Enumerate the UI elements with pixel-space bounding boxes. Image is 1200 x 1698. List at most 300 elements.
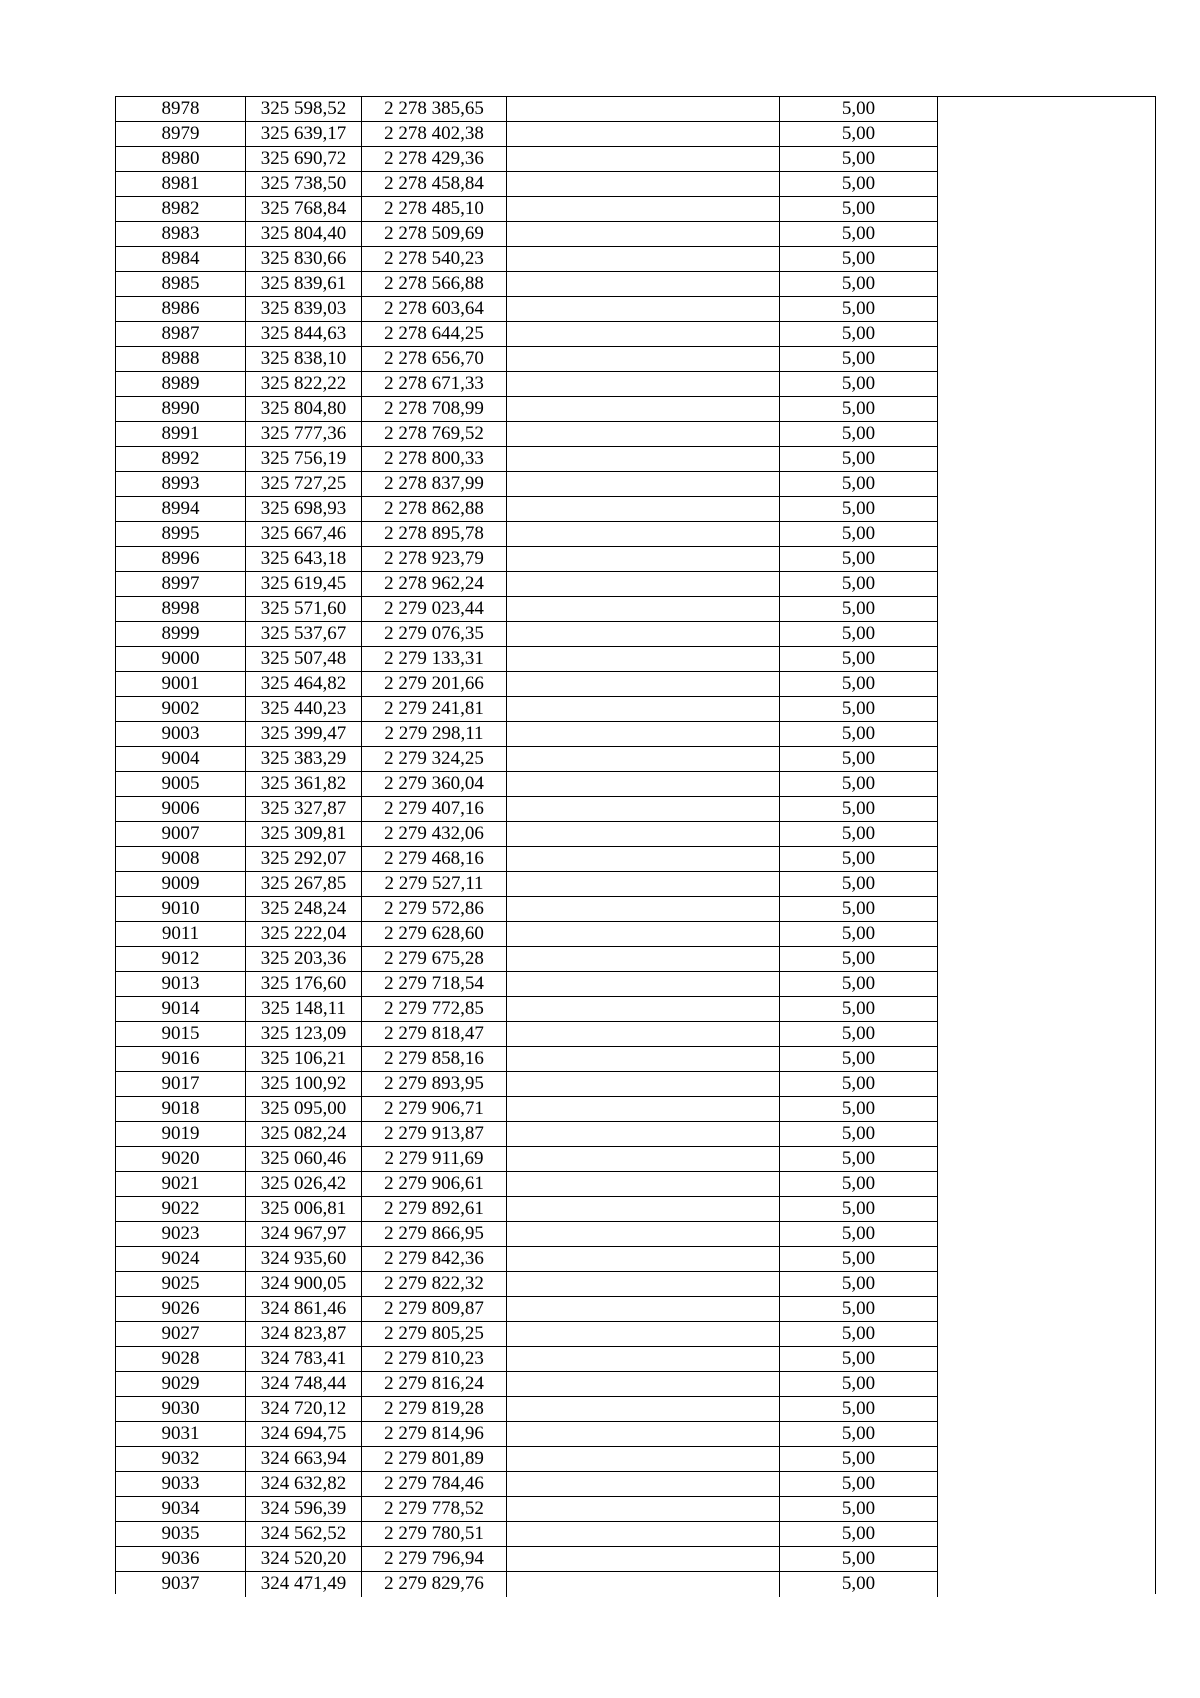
y-coordinate-cell: 2 279 814,96 [362,1422,507,1447]
point-number-cell: 9029 [116,1372,246,1397]
y-coordinate-cell: 2 278 923,79 [362,547,507,572]
note-cell [938,1547,1155,1572]
description-cell [507,697,780,722]
x-coordinate-cell: 325 148,11 [246,997,362,1022]
point-number-cell: 8992 [116,447,246,472]
x-coordinate-cell: 325 598,52 [246,97,362,122]
x-coordinate-cell: 325 464,82 [246,672,362,697]
y-coordinate-cell: 2 278 837,99 [362,472,507,497]
note-cell [938,647,1155,672]
description-cell [507,972,780,997]
table-row [116,1172,1155,1197]
note-cell [938,372,1155,397]
y-coordinate-cell: 2 279 675,28 [362,947,507,972]
accuracy-cell: 5,00 [780,672,938,697]
note-cell [938,1397,1155,1422]
y-coordinate-cell: 2 278 708,99 [362,397,507,422]
x-coordinate-cell: 324 520,20 [246,1547,362,1572]
accuracy-cell: 5,00 [780,372,938,397]
accuracy-cell: 5,00 [780,97,938,122]
point-number-cell: 8994 [116,497,246,522]
note-cell [938,1447,1155,1472]
x-coordinate-cell: 324 967,97 [246,1222,362,1247]
point-number-cell: 9007 [116,822,246,847]
note-cell [938,1272,1155,1297]
table-body [116,97,1155,1597]
description-cell [507,772,780,797]
note-cell [938,322,1155,347]
x-coordinate-cell: 325 727,25 [246,472,362,497]
note-cell [938,547,1155,572]
table-row [116,922,1155,947]
accuracy-cell: 5,00 [780,1372,938,1397]
description-cell [507,747,780,772]
note-cell [938,1097,1155,1122]
point-number-cell: 9022 [116,1197,246,1222]
point-number-cell: 8995 [116,522,246,547]
table-row [116,1372,1155,1397]
description-cell [507,1272,780,1297]
y-coordinate-cell: 2 279 810,23 [362,1347,507,1372]
point-number-cell: 8979 [116,122,246,147]
note-cell [938,947,1155,972]
accuracy-cell: 5,00 [780,1172,938,1197]
note-cell [938,922,1155,947]
y-coordinate-cell: 2 278 458,84 [362,172,507,197]
table-row [116,1322,1155,1347]
point-number-cell: 9025 [116,1272,246,1297]
y-coordinate-cell: 2 278 603,64 [362,297,507,322]
point-number-cell: 8989 [116,372,246,397]
table-row [116,997,1155,1022]
table-row [116,572,1155,597]
y-coordinate-cell: 2 279 913,87 [362,1122,507,1147]
table-row [116,672,1155,697]
accuracy-cell: 5,00 [780,1047,938,1072]
point-number-cell: 9003 [116,722,246,747]
table-row [116,472,1155,497]
x-coordinate-cell: 324 663,94 [246,1447,362,1472]
description-cell [507,1547,780,1572]
description-cell [507,272,780,297]
point-number-cell: 8987 [116,322,246,347]
x-coordinate-cell: 325 309,81 [246,822,362,847]
description-cell [507,572,780,597]
description-cell [507,672,780,697]
table-row [116,272,1155,297]
table-row [116,647,1155,672]
point-number-cell: 9018 [116,1097,246,1122]
note-cell [938,772,1155,797]
note-cell [938,172,1155,197]
accuracy-cell: 5,00 [780,1497,938,1522]
note-cell [938,1497,1155,1522]
table-row [116,597,1155,622]
x-coordinate-cell: 325 060,46 [246,1147,362,1172]
x-coordinate-cell: 325 082,24 [246,1122,362,1147]
description-cell [507,1072,780,1097]
x-coordinate-cell: 325 844,63 [246,322,362,347]
note-cell [938,1147,1155,1172]
y-coordinate-cell: 2 278 800,33 [362,447,507,472]
point-number-cell: 9026 [116,1297,246,1322]
point-number-cell: 9005 [116,772,246,797]
coordinates-table [115,96,1156,1594]
description-cell [507,422,780,447]
note-cell [938,797,1155,822]
x-coordinate-cell: 325 383,29 [246,747,362,772]
accuracy-cell: 5,00 [780,747,938,772]
note-cell [938,972,1155,997]
note-cell [938,1222,1155,1247]
accuracy-cell: 5,00 [780,872,938,897]
table-row [116,397,1155,422]
x-coordinate-cell: 325 267,85 [246,872,362,897]
description-cell [507,1422,780,1447]
point-number-cell: 9011 [116,922,246,947]
point-number-cell: 8980 [116,147,246,172]
note-cell [938,572,1155,597]
accuracy-cell: 5,00 [780,172,938,197]
table-row [116,747,1155,772]
table-row [116,1047,1155,1072]
table-row [116,772,1155,797]
table-row [116,1072,1155,1097]
accuracy-cell: 5,00 [780,1422,938,1447]
accuracy-cell: 5,00 [780,497,938,522]
x-coordinate-cell: 324 720,12 [246,1397,362,1422]
y-coordinate-cell: 2 279 911,69 [362,1147,507,1172]
accuracy-cell: 5,00 [780,222,938,247]
x-coordinate-cell: 324 823,87 [246,1322,362,1347]
description-cell [507,1322,780,1347]
table-row [116,1497,1155,1522]
note-cell [938,247,1155,272]
point-number-cell: 9015 [116,1022,246,1047]
point-number-cell: 9027 [116,1322,246,1347]
description-cell [507,797,780,822]
table-row [116,1297,1155,1322]
y-coordinate-cell: 2 279 360,04 [362,772,507,797]
y-coordinate-cell: 2 279 023,44 [362,597,507,622]
accuracy-cell: 5,00 [780,1397,938,1422]
x-coordinate-cell: 325 507,48 [246,647,362,672]
accuracy-cell: 5,00 [780,297,938,322]
y-coordinate-cell: 2 278 656,70 [362,347,507,372]
point-number-cell: 8986 [116,297,246,322]
note-cell [938,397,1155,422]
table-row [116,1247,1155,1272]
table-row [116,822,1155,847]
y-coordinate-cell: 2 279 572,86 [362,897,507,922]
description-cell [507,847,780,872]
description-cell [507,822,780,847]
table-row [116,697,1155,722]
accuracy-cell: 5,00 [780,1222,938,1247]
y-coordinate-cell: 2 279 133,31 [362,647,507,672]
y-coordinate-cell: 2 278 962,24 [362,572,507,597]
accuracy-cell: 5,00 [780,572,938,597]
point-number-cell: 8978 [116,97,246,122]
accuracy-cell: 5,00 [780,1447,938,1472]
accuracy-cell: 5,00 [780,322,938,347]
x-coordinate-cell: 325 838,10 [246,347,362,372]
point-number-cell: 8996 [116,547,246,572]
accuracy-cell: 5,00 [780,247,938,272]
table-row [116,622,1155,647]
description-cell [507,1197,780,1222]
table-row [116,797,1155,822]
point-number-cell: 9036 [116,1547,246,1572]
note-cell [938,272,1155,297]
x-coordinate-cell: 325 698,93 [246,497,362,522]
x-coordinate-cell: 325 106,21 [246,1047,362,1072]
x-coordinate-cell: 325 095,00 [246,1097,362,1122]
x-coordinate-cell: 325 222,04 [246,922,362,947]
description-cell [507,1172,780,1197]
accuracy-cell: 5,00 [780,472,938,497]
accuracy-cell: 5,00 [780,1072,938,1097]
x-coordinate-cell: 325 667,46 [246,522,362,547]
note-cell [938,722,1155,747]
y-coordinate-cell: 2 279 784,46 [362,1472,507,1497]
table-row [116,1522,1155,1547]
description-cell [507,247,780,272]
point-number-cell: 8999 [116,622,246,647]
x-coordinate-cell: 325 822,22 [246,372,362,397]
description-cell [507,1497,780,1522]
point-number-cell: 9030 [116,1397,246,1422]
accuracy-cell: 5,00 [780,972,938,997]
note-cell [938,297,1155,322]
accuracy-cell: 5,00 [780,1522,938,1547]
accuracy-cell: 5,00 [780,272,938,297]
x-coordinate-cell: 325 639,17 [246,122,362,147]
x-coordinate-cell: 324 783,41 [246,1347,362,1372]
accuracy-cell: 5,00 [780,722,938,747]
accuracy-cell: 5,00 [780,1022,938,1047]
table-row [116,297,1155,322]
table-row [116,372,1155,397]
y-coordinate-cell: 2 279 822,32 [362,1272,507,1297]
accuracy-cell: 5,00 [780,147,938,172]
accuracy-cell: 5,00 [780,647,938,672]
y-coordinate-cell: 2 278 644,25 [362,322,507,347]
x-coordinate-cell: 324 562,52 [246,1522,362,1547]
y-coordinate-cell: 2 279 801,89 [362,1447,507,1472]
note-cell [938,672,1155,697]
y-coordinate-cell: 2 279 772,85 [362,997,507,1022]
point-number-cell: 9012 [116,947,246,972]
table-row [116,872,1155,897]
table-row [116,172,1155,197]
point-number-cell: 9019 [116,1122,246,1147]
accuracy-cell: 5,00 [780,1147,938,1172]
note-cell [938,1347,1155,1372]
table-row [116,422,1155,447]
accuracy-cell: 5,00 [780,622,938,647]
note-cell [938,1297,1155,1322]
description-cell [507,722,780,747]
accuracy-cell: 5,00 [780,847,938,872]
note-cell [938,1022,1155,1047]
table-row [116,1122,1155,1147]
description-cell [507,1222,780,1247]
y-coordinate-cell: 2 278 769,52 [362,422,507,447]
description-cell [507,1372,780,1397]
description-cell [507,322,780,347]
table-row [116,1347,1155,1372]
note-cell [938,747,1155,772]
note-cell [938,97,1155,122]
point-number-cell: 9033 [116,1472,246,1497]
x-coordinate-cell: 325 804,80 [246,397,362,422]
y-coordinate-cell: 2 279 468,16 [362,847,507,872]
x-coordinate-cell: 325 440,23 [246,697,362,722]
description-cell [507,1447,780,1472]
y-coordinate-cell: 2 279 842,36 [362,1247,507,1272]
point-number-cell: 9020 [116,1147,246,1172]
note-cell [938,1072,1155,1097]
accuracy-cell: 5,00 [780,1247,938,1272]
accuracy-cell: 5,00 [780,947,938,972]
x-coordinate-cell: 325 571,60 [246,597,362,622]
note-cell [938,997,1155,1022]
y-coordinate-cell: 2 279 298,11 [362,722,507,747]
note-cell [938,1472,1155,1497]
description-cell [507,872,780,897]
accuracy-cell: 5,00 [780,1122,938,1147]
y-coordinate-cell: 2 279 628,60 [362,922,507,947]
description-cell [507,147,780,172]
point-number-cell: 9021 [116,1172,246,1197]
x-coordinate-cell: 324 900,05 [246,1272,362,1297]
description-cell [507,1297,780,1322]
y-coordinate-cell: 2 278 671,33 [362,372,507,397]
note-cell [938,122,1155,147]
x-coordinate-cell: 325 619,45 [246,572,362,597]
y-coordinate-cell: 2 279 819,28 [362,1397,507,1422]
y-coordinate-cell: 2 278 429,36 [362,147,507,172]
point-number-cell: 8982 [116,197,246,222]
x-coordinate-cell: 325 176,60 [246,972,362,997]
y-coordinate-cell: 2 278 566,88 [362,272,507,297]
description-cell [507,1347,780,1372]
point-number-cell: 9023 [116,1222,246,1247]
description-cell [507,297,780,322]
x-coordinate-cell: 325 327,87 [246,797,362,822]
x-coordinate-cell: 324 596,39 [246,1497,362,1522]
description-cell [507,1097,780,1122]
point-number-cell: 9032 [116,1447,246,1472]
table-row [116,347,1155,372]
point-number-cell: 9016 [116,1047,246,1072]
y-coordinate-cell: 2 279 906,71 [362,1097,507,1122]
table-row [116,847,1155,872]
description-cell [507,1147,780,1172]
accuracy-cell: 5,00 [780,522,938,547]
x-coordinate-cell: 325 768,84 [246,197,362,222]
y-coordinate-cell: 2 279 076,35 [362,622,507,647]
x-coordinate-cell: 325 399,47 [246,722,362,747]
x-coordinate-cell: 325 100,92 [246,1072,362,1097]
y-coordinate-cell: 2 279 805,25 [362,1322,507,1347]
note-cell [938,447,1155,472]
x-coordinate-cell: 325 026,42 [246,1172,362,1197]
table-row [116,972,1155,997]
description-cell [507,97,780,122]
accuracy-cell: 5,00 [780,822,938,847]
accuracy-cell: 5,00 [780,1547,938,1572]
note-cell [938,1522,1155,1547]
note-cell [938,1197,1155,1222]
table-row [116,222,1155,247]
accuracy-cell: 5,00 [780,122,938,147]
y-coordinate-cell: 2 279 324,25 [362,747,507,772]
note-cell [938,472,1155,497]
table-row [116,1447,1155,1472]
table-row [116,1097,1155,1122]
x-coordinate-cell: 325 537,67 [246,622,362,647]
table-row [116,1572,1155,1597]
note-cell [938,1372,1155,1397]
accuracy-cell: 5,00 [780,197,938,222]
accuracy-cell: 5,00 [780,897,938,922]
x-coordinate-cell: 325 123,09 [246,1022,362,1047]
note-cell [938,822,1155,847]
point-number-cell: 9010 [116,897,246,922]
point-number-cell: 9017 [116,1072,246,1097]
note-cell [938,1122,1155,1147]
description-cell [507,222,780,247]
y-coordinate-cell: 2 279 818,47 [362,1022,507,1047]
x-coordinate-cell: 324 748,44 [246,1372,362,1397]
note-cell [938,1172,1155,1197]
x-coordinate-cell: 325 756,19 [246,447,362,472]
x-coordinate-cell: 324 935,60 [246,1247,362,1272]
note-cell [938,1047,1155,1072]
accuracy-cell: 5,00 [780,797,938,822]
point-number-cell: 9006 [116,797,246,822]
x-coordinate-cell: 324 861,46 [246,1297,362,1322]
description-cell [507,472,780,497]
accuracy-cell: 5,00 [780,397,938,422]
description-cell [507,997,780,1022]
accuracy-cell: 5,00 [780,1322,938,1347]
point-number-cell: 9034 [116,1497,246,1522]
note-cell [938,622,1155,647]
x-coordinate-cell: 324 632,82 [246,1472,362,1497]
point-number-cell: 9024 [116,1247,246,1272]
table-row [116,1422,1155,1447]
description-cell [507,897,780,922]
point-number-cell: 8983 [116,222,246,247]
description-cell [507,922,780,947]
description-cell [507,647,780,672]
accuracy-cell: 5,00 [780,1572,938,1597]
table-row [116,1397,1155,1422]
table-row [116,122,1155,147]
note-cell [938,872,1155,897]
accuracy-cell: 5,00 [780,1272,938,1297]
point-number-cell: 9028 [116,1347,246,1372]
x-coordinate-cell: 325 738,50 [246,172,362,197]
description-cell [507,122,780,147]
table-row [116,322,1155,347]
accuracy-cell: 5,00 [780,547,938,572]
accuracy-cell: 5,00 [780,922,938,947]
y-coordinate-cell: 2 279 718,54 [362,972,507,997]
